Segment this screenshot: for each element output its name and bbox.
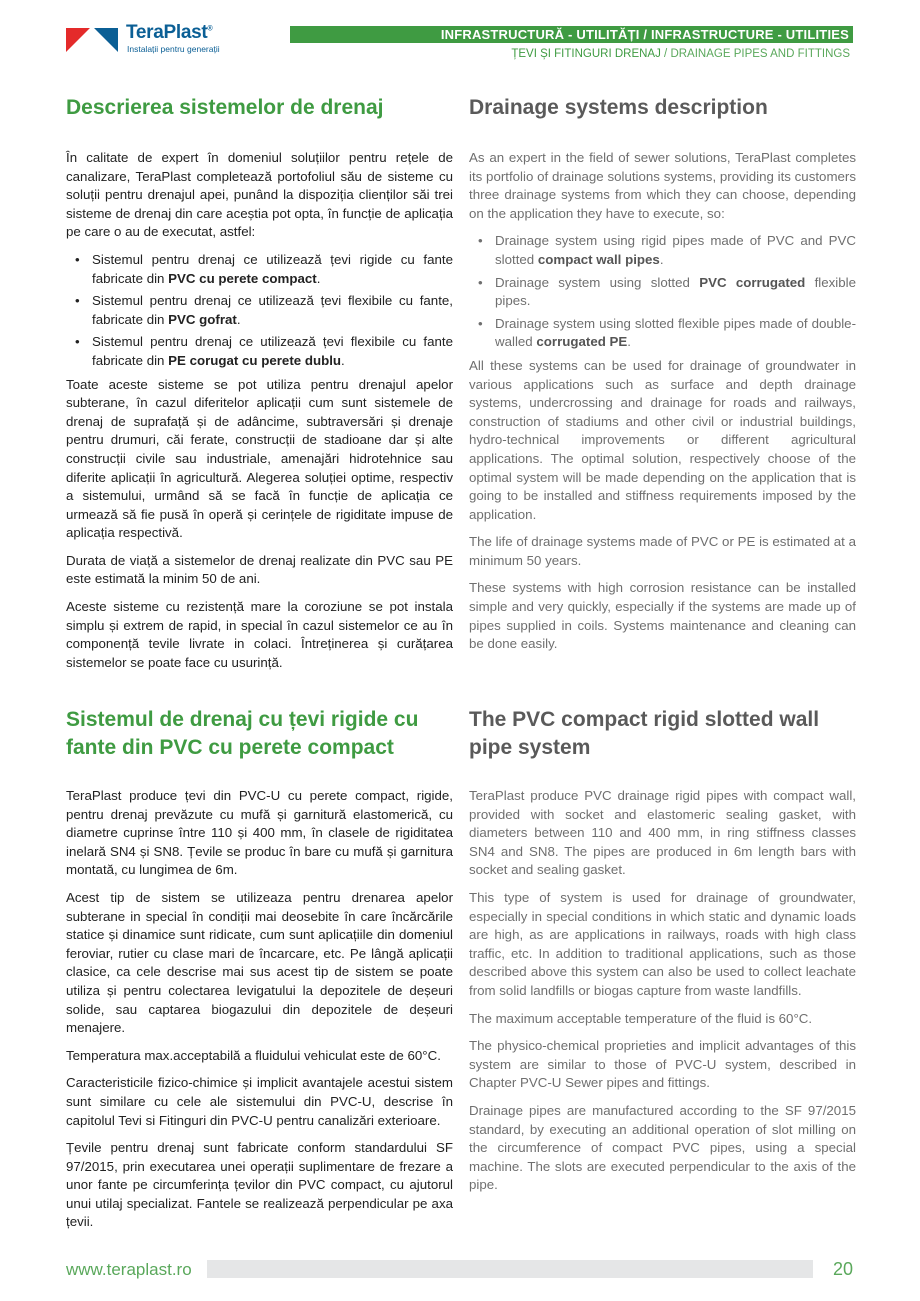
footer-bar [207, 1260, 813, 1278]
section-en-pvc-compact [469, 706, 856, 1204]
text-segment: flexible pipes. [495, 274, 856, 309]
section-title: Sistemul de drenaj cu țevi rigide cu fante din PVC cu perete compact [66, 708, 419, 759]
brand-name: TeraPlast [126, 22, 208, 43]
paragraph [66, 1047, 453, 1066]
paragraph [469, 1102, 856, 1195]
paragraph [66, 1139, 453, 1232]
text-segment: Drainage system using rigid pipes made of PVC and PVC slotted [495, 233, 856, 267]
bold-text: compact wall pipes [537, 251, 660, 267]
text-segment: TeraPlast produce PVC drainage rigid pipes with compact wall, provided with socket and elastomeric sealing gasket, with diameters between 110 and 400 mm, in ring stiffness classes SN4 and SN8. The pipes are produced in 6m length bars with socket and sealing gasket. [469, 788, 856, 878]
text-segment: As an expert in the field of sewer solutions, TeraPlast completes its portfolio of drainage solutions systems, providing its customers three drainage systems from which they can choose, depending on the application they have to execute, so: [469, 150, 856, 221]
text-segment: . [236, 311, 241, 327]
text-segment: Acest tip de sistem se utilizeaza pentru drenarea apelor subterane in special în condiții mai deosebite în care încărcările statice și dinamice sunt ridicate, cum sunt aplicațiile din domeniul feroviar, rutier cu clase mari de încarcare, etc. Pe lângă aplicații clasice, ca cele descrise mai sus acest tip de sistem se poate utiliza și pentru colectarea levigatului la depozitele de deșeuri solide, sau captarea biogazului din depozitele de deșeuri menajere. [66, 889, 453, 1036]
text-segment: The life of drainage systems made of PVC or PE is estimated at a minimum 50 years. [469, 534, 856, 568]
subcategory [511, 48, 850, 60]
text-segment: În calitate de expert în domeniul soluțiilor pentru rețele de canalizare, TeraPlast completează portofoliul său de sisteme cu soluții pentru drenajul apei, punând la dispoziția clienților săi trei sisteme de drenaj din care aceștia pot opta, în funcție de aplicația pe care o au de executat, astfel: [66, 150, 453, 240]
text-segment: Țevile pentru drenaj sunt fabricate conform standardului SF 97/2015, prin executarea unei operații suplimentare de frezare a unor fante pe circumferința țevilor din PVC compact, cu ajutorul unui utilaj specializat. Fantele se realizează perpendicular pe axa țevii. [66, 1140, 453, 1230]
text-segment: The physico-chemical proprieties and implicit advantages of this system are similar to those of PVC-U system, described in Chapter PVC-U Sewer pipes and fittings. [469, 1038, 856, 1091]
text-segment: . [627, 334, 631, 350]
paragraph [469, 889, 856, 1001]
text-segment: All these systems can be used for drainage of groundwater in various applications such as surface and depth drainage systems, undercrossing and drainage for roads and railways, construction of stadiums and other civil or industrial buildings, hydro-technical improvements or different agricultural applications. The optimal solution, respectively choose of the optimal system will be made depending on the application that is going to be installed and stiffness requirements imposed by the application. [469, 357, 856, 522]
list-item [66, 251, 453, 288]
text-segment: TeraPlast produce țevi din PVC-U cu perete compact, rigide, pentru drenaj prevăzute cu mufă și garnitură elastomerică, cu diametre cuprinse între 110 și 400 mm, în clasele de rigiditatea inelară SN4 și SN8. Țevile se produc în bare cu mufă și garnitura montată, cu lungimea de 6m. [66, 788, 453, 878]
text-segment: The maximum acceptable temperature of the fluid is 60°C. [469, 1010, 813, 1026]
bold-text: PVC corrugated [699, 274, 806, 290]
paragraph [469, 1010, 856, 1029]
paragraph [469, 579, 856, 653]
bold-text: PE corugat cu perete dublu [168, 352, 342, 368]
text-segment: Sistemul pentru drenaj ce utilizează țevi flexibile cu fante fabricate din [92, 334, 453, 368]
paragraph [66, 889, 453, 1038]
paragraph [66, 598, 453, 672]
logo-tagline: Instalații pentru generații [127, 44, 220, 54]
paragraph [469, 357, 856, 524]
text-segment: . [316, 270, 321, 286]
list-item [66, 333, 453, 370]
text-segment: Drainage system using slotted [495, 274, 700, 290]
text-segment: Caracteristicile fizico-chimice și implicit avantajele acestui sistem sunt similare cu cele ale sistemului din PVC-U, descrise în capitolul Tevi si Fitinguri din PVC-U pentru canalizări exterioare. [66, 1075, 453, 1128]
section-en-drainage-description [469, 94, 856, 663]
paragraph [66, 552, 453, 589]
section-title: Descrierea sistemelor de drenaj [66, 96, 384, 119]
text-segment: Drainage system using slotted flexible pipes made of double-walled [495, 315, 856, 350]
logo-since: since 1896 [79, 45, 102, 50]
paragraph [469, 533, 856, 570]
text-segment: Durata de viață a sistemelor de drenaj realizate din PVC sau PE este estimată la minim 50 de ani. [66, 552, 453, 587]
logo-brand [126, 22, 212, 44]
text-segment: Temperatura max.acceptabilă a fluidului vehiculat este de 60°C. [66, 1047, 441, 1063]
paragraph [66, 149, 453, 242]
text-segment: . [341, 352, 345, 368]
paragraph [66, 376, 453, 543]
bold-text: PVC cu perete compact [168, 270, 317, 286]
paragraph [469, 149, 856, 223]
page-number: 20 [833, 1259, 854, 1279]
registered-mark: ® [207, 25, 213, 33]
text-segment: These systems with high corrosion resistance can be installed simple and very quickly, especially if the systems are made up of pipes supplied in coils. Systems maintenance and cleaning can be done easily. [469, 580, 856, 652]
teraplast-logo[interactable] [66, 24, 236, 54]
section-title: Drainage systems description [469, 96, 768, 119]
text-segment: Drainage pipes are manufactured according to the SF 97/2015 standard, by executing an additional operation of slot milling on the circumference of compact PVC pipes, using a special machine. The slots are executed perpendicular to the axis of the pipe. [469, 1102, 856, 1193]
paragraph [66, 787, 453, 880]
bold-text: PVC gofrat [168, 311, 237, 327]
footer-website-link[interactable]: www.teraplast.ro [66, 1260, 192, 1279]
text-segment: Toate aceste sisteme se pot utiliza pentru drenajul apelor subterane, în cazul diferitelor aplicații cum sunt sistemele de drenaj de suprafață și de adâncime, subtraversări și drenaje pentru drumuri, căi ferate, construcții de stadioane dar și alte construcții civile sau industriale, amenajări hidrotehnice sau diferite aplicații în agricultură. Alegerea soluției optime, respectiv a sistemului, urmând să se facă în funcție de aplicația ce urmează să fie pusă în operă și cerințele de rigiditate impuse de aplicația respectivă. [66, 376, 453, 541]
section-ro-drainage-description [66, 94, 453, 681]
category-banner: INFRASTRUCTURĂ - UTILITĂȚI / INFRASTRUCTURE - UTILITIES [290, 26, 853, 43]
paragraph [66, 1074, 453, 1130]
list-item [469, 274, 856, 311]
list-item [469, 232, 856, 269]
text-segment: Sistemul pentru drenaj ce utilizează țevi flexibile cu fante, fabricate din [92, 293, 453, 327]
text-segment: This type of system is used for drainage of groundwater, especially in special conditions in which static and dynamic loads are high, as are applications in railways, roads with high class traffic, etc. In addition to traditional applications, such as those described above this system can also be used to collect leachate from solid landfills or biogas capture from waste landfills. [469, 889, 856, 998]
text-segment: Sistemul pentru drenaj ce utilizează țevi rigide cu fante fabricate din [92, 251, 453, 286]
text-segment: Aceste sisteme cu rezistență mare la coroziune se pot instala simplu și extrem de rapid, in special în cazul sistemelor ce au în componență tevile livrate in colaci. Întreținerea și curățarea sistemelor se poate face cu usurință. [66, 599, 453, 670]
text-segment: . [659, 251, 664, 267]
bold-text: corrugated PE [536, 334, 628, 350]
subcategory-en: DRAINAGE PIPES AND FITTINGS [670, 48, 850, 60]
paragraph [469, 1037, 856, 1093]
list-item [66, 292, 453, 329]
subcategory-sep: / [660, 48, 671, 60]
section-ro-pvc-compact [66, 706, 453, 1241]
subcategory-ro: ȚEVI ȘI FITINGURI DRENAJ [511, 48, 661, 60]
bullet-list [66, 251, 453, 371]
bullet-list [469, 232, 856, 352]
section-title: The PVC compact rigid slotted wall pipe system [469, 708, 820, 759]
list-item [469, 315, 856, 352]
paragraph [469, 787, 856, 880]
